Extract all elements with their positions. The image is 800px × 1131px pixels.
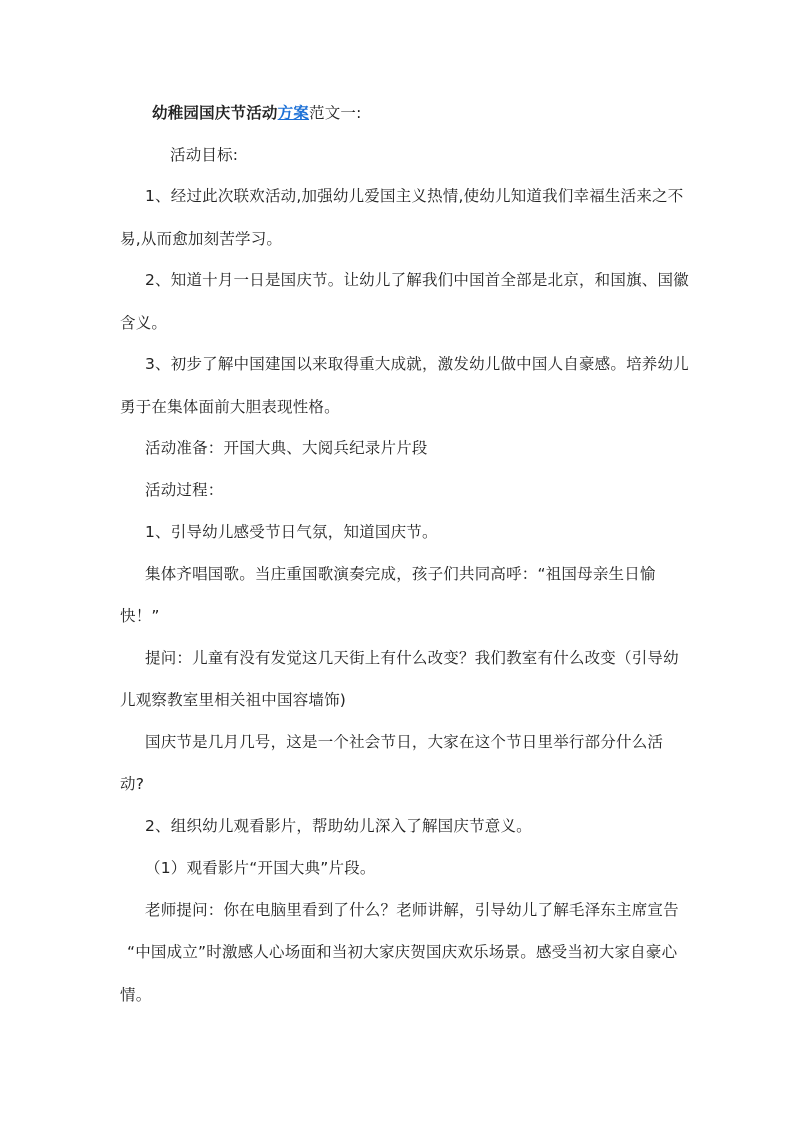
paragraph-line: “中国成立”时激感人心场面和当初大家庆贺国庆欢乐场景。感受当初大家自豪心 (127, 943, 678, 961)
paragraph-line: 含义。 (120, 314, 168, 332)
title-link[interactable]: 方案 (277, 104, 310, 122)
paragraph-line: 情。 (120, 986, 152, 1004)
section-heading-preparation: 活动准备：开国大典、大阅兵纪录片片段 (145, 439, 428, 457)
paragraph-line: 2、组织幼儿观看影片，帮助幼儿深入了解国庆节意义。 (145, 817, 532, 835)
paragraph-line: 提问：儿童有没有发觉这几天街上有什么改变？我们教室有什么改变（引导幼 (145, 649, 679, 667)
paragraph-line: 动? (120, 775, 145, 793)
paragraph-line: 勇于在集体面前大胆表现性格。 (120, 398, 340, 416)
paragraph-line: 1、引导幼儿感受节日气氛，知道国庆节。 (145, 523, 438, 541)
title-bold-text: 幼稚园国庆节活动 (152, 104, 278, 122)
paragraph-line: 集体齐唱国歌。当庄重国歌演奏完成，孩子们共同高呼：“祖国母亲生日愉 (145, 565, 656, 583)
section-heading-goals: 活动目标: (170, 146, 239, 164)
paragraph-line: 2、知道十月一日是国庆节。让幼儿了解我们中国首全部是北京，和国旗、国徽 (145, 271, 689, 289)
title-rest-text: 范文一: (309, 104, 362, 122)
paragraph-line: 快！” (120, 607, 160, 625)
paragraph-line: （1）观看影片“开国大典”片段。 (145, 859, 376, 877)
paragraph-line: 3、初步了解中国建国以来取得重大成就，激发幼儿做中国人自豪感。培养幼儿 (145, 355, 689, 373)
paragraph-line: 国庆节是几月几号，这是一个社会节日，大家在这个节日里举行部分什么活 (145, 733, 664, 751)
paragraph-line: 儿观察教室里相关祖中国容墙饰) (120, 691, 347, 709)
paragraph-line: 老师提问：你在电脑里看到了什么？老师讲解，引导幼儿了解毛泽东主席宣告 (145, 901, 679, 919)
paragraph-line: 1、经过此次联欢活动,加强幼儿爱国主义热情,使幼儿知道我们幸福生活来之不 (145, 187, 684, 205)
paragraph-line: 易,从而愈加刻苦学习。 (120, 230, 283, 248)
section-heading-process: 活动过程： (145, 481, 224, 499)
document-title (152, 103, 362, 123)
